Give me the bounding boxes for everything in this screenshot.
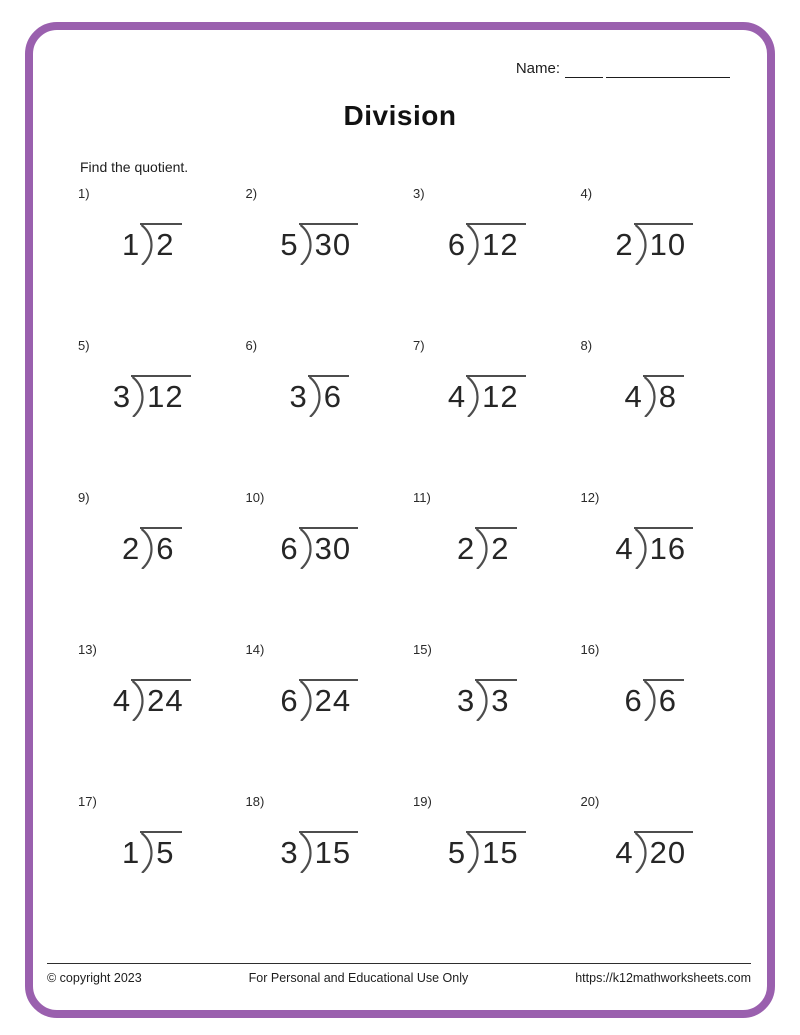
- divisor: 4: [112, 683, 131, 718]
- division-expression: [571, 831, 739, 873]
- problem-number: 10): [245, 490, 265, 505]
- dividend: 2: [491, 531, 510, 566]
- problem-cell: [78, 186, 246, 338]
- division-bracket-icon: [466, 225, 479, 265]
- divisor: 3: [457, 683, 475, 718]
- name-blank-line: [606, 61, 730, 78]
- dividend: 6: [658, 683, 677, 718]
- divisor: 5: [280, 227, 298, 262]
- division-bracket: [643, 679, 684, 721]
- footer: [47, 971, 751, 985]
- dividend: 5: [156, 835, 175, 870]
- problem-number: 14): [245, 642, 265, 657]
- problem-cell: [78, 490, 246, 642]
- division-bracket-icon: [299, 833, 312, 873]
- division-bracket: [466, 831, 525, 873]
- divisor: 3: [112, 379, 131, 414]
- problem-cell: [581, 642, 749, 794]
- division-expression: [68, 831, 236, 873]
- problem-cell: [78, 794, 246, 946]
- dividend: 3: [491, 683, 510, 718]
- problem-number: 18): [245, 794, 265, 809]
- division-expression: [571, 679, 739, 721]
- dividend: 24: [147, 683, 184, 718]
- division-expression: [68, 679, 236, 721]
- instruction-text: Find the quotient.: [80, 159, 189, 175]
- division-bracket-icon: [634, 833, 647, 873]
- problem-number: 12): [580, 490, 600, 505]
- division-bracket: [308, 375, 349, 417]
- division-bracket: [299, 831, 358, 873]
- division-expression: [403, 223, 571, 265]
- divisor: 6: [280, 683, 298, 718]
- dividend: 20: [649, 835, 687, 870]
- division-bracket: [299, 679, 358, 721]
- problem-cell: [78, 338, 246, 490]
- problem-cell: [413, 794, 581, 946]
- problem-number: 6): [245, 338, 258, 353]
- division-bracket-icon: [140, 225, 153, 265]
- division-bracket-icon: [299, 529, 312, 569]
- dividend: 15: [482, 835, 519, 870]
- problem-number: 17): [78, 794, 97, 809]
- divisor: 4: [447, 379, 466, 414]
- dividend: 12: [482, 379, 519, 414]
- footer-copyright: © copyright 2023: [47, 971, 142, 985]
- problem-number: 2): [245, 186, 258, 201]
- problem-cell: [78, 642, 246, 794]
- problem-cell: [246, 490, 414, 642]
- problem-number: 19): [413, 794, 432, 809]
- division-bracket-icon: [308, 377, 321, 417]
- problem-cell: [246, 794, 414, 946]
- division-bracket-icon: [299, 681, 312, 721]
- dividend: 15: [314, 835, 352, 870]
- division-bracket: [140, 223, 181, 265]
- division-expression: [403, 527, 571, 569]
- division-bracket-icon: [475, 681, 488, 721]
- divisor: 6: [447, 227, 466, 262]
- division-expression: [403, 831, 571, 873]
- dividend: 2: [156, 227, 175, 262]
- division-bracket-icon: [131, 377, 144, 417]
- problem-number: 5): [78, 338, 90, 353]
- division-bracket: [466, 375, 525, 417]
- divisor: 2: [122, 531, 140, 566]
- division-bracket: [475, 527, 516, 569]
- divisor: 3: [280, 835, 298, 870]
- division-expression: [571, 375, 739, 417]
- division-bracket-icon: [466, 833, 479, 873]
- footer-rule: [47, 963, 751, 964]
- dividend: 16: [649, 531, 687, 566]
- division-expression: [68, 223, 236, 265]
- problem-number: 3): [413, 186, 425, 201]
- division-bracket: [634, 527, 693, 569]
- division-bracket-icon: [140, 529, 153, 569]
- division-bracket: [131, 679, 190, 721]
- division-expression: [236, 679, 404, 721]
- problem-cell: [581, 338, 749, 490]
- divisor: 3: [289, 379, 307, 414]
- division-bracket-icon: [299, 225, 312, 265]
- problem-number: 9): [78, 490, 90, 505]
- divisor: 1: [122, 227, 140, 262]
- divisor: 6: [624, 683, 642, 718]
- dividend: 30: [314, 227, 352, 262]
- divisor: 6: [280, 531, 298, 566]
- division-bracket: [643, 375, 684, 417]
- divisor: 2: [615, 227, 633, 262]
- dividend: 6: [323, 379, 342, 414]
- division-bracket-icon: [634, 529, 647, 569]
- problem-number: 15): [413, 642, 432, 657]
- division-bracket: [634, 831, 693, 873]
- problem-number: 11): [413, 490, 431, 505]
- division-bracket: [466, 223, 525, 265]
- divisor: 5: [447, 835, 466, 870]
- dividend: 6: [156, 531, 175, 566]
- division-bracket: [140, 831, 181, 873]
- problem-cell: [413, 490, 581, 642]
- footer-url: https://k12mathworksheets.com: [575, 971, 751, 985]
- footer-usage: For Personal and Educational Use Only: [248, 971, 469, 985]
- problem-number: 7): [413, 338, 425, 353]
- worksheet-title: Division: [343, 100, 457, 131]
- division-expression: [571, 527, 739, 569]
- problem-cell: [413, 338, 581, 490]
- division-expression: [236, 527, 404, 569]
- problem-cell: [581, 490, 749, 642]
- division-bracket-icon: [475, 529, 488, 569]
- division-bracket-icon: [466, 377, 479, 417]
- division-bracket-icon: [643, 681, 656, 721]
- problem-cell: [246, 186, 414, 338]
- dividend: 10: [649, 227, 687, 262]
- problem-cell: [413, 186, 581, 338]
- name-blank-line: [565, 61, 603, 78]
- division-expression: [571, 223, 739, 265]
- divisor: 4: [615, 531, 633, 566]
- problem-number: 1): [78, 186, 90, 201]
- divisor: 2: [457, 531, 475, 566]
- divisor: 1: [122, 835, 140, 870]
- problem-number: 13): [78, 642, 97, 657]
- division-expression: [236, 223, 404, 265]
- problems-grid: [78, 186, 748, 946]
- problem-number: 4): [580, 186, 593, 201]
- name-row: [516, 60, 730, 78]
- problem-cell: [246, 642, 414, 794]
- problem-cell: [413, 642, 581, 794]
- division-expression: [236, 831, 404, 873]
- dividend: 30: [314, 531, 352, 566]
- division-bracket-icon: [140, 833, 153, 873]
- division-bracket: [131, 375, 190, 417]
- division-expression: [68, 527, 236, 569]
- name-label: Name:: [515, 60, 560, 77]
- division-bracket: [475, 679, 516, 721]
- dividend: 12: [147, 379, 184, 414]
- division-bracket: [634, 223, 693, 265]
- division-expression: [236, 375, 404, 417]
- problem-number: 20): [580, 794, 600, 809]
- division-expression: [403, 375, 571, 417]
- problem-cell: [581, 186, 749, 338]
- dividend: 24: [314, 683, 352, 718]
- problem-number: 16): [580, 642, 600, 657]
- division-expression: [403, 679, 571, 721]
- division-expression: [68, 375, 236, 417]
- division-bracket-icon: [634, 225, 647, 265]
- divisor: 4: [615, 835, 633, 870]
- division-bracket: [299, 223, 358, 265]
- problem-cell: [581, 794, 749, 946]
- division-bracket-icon: [131, 681, 144, 721]
- divisor: 4: [624, 379, 642, 414]
- division-bracket: [140, 527, 181, 569]
- dividend: 12: [482, 227, 519, 262]
- division-bracket: [299, 527, 358, 569]
- problem-number: 8): [580, 338, 593, 353]
- dividend: 8: [658, 379, 677, 414]
- division-bracket-icon: [643, 377, 656, 417]
- problem-cell: [246, 338, 414, 490]
